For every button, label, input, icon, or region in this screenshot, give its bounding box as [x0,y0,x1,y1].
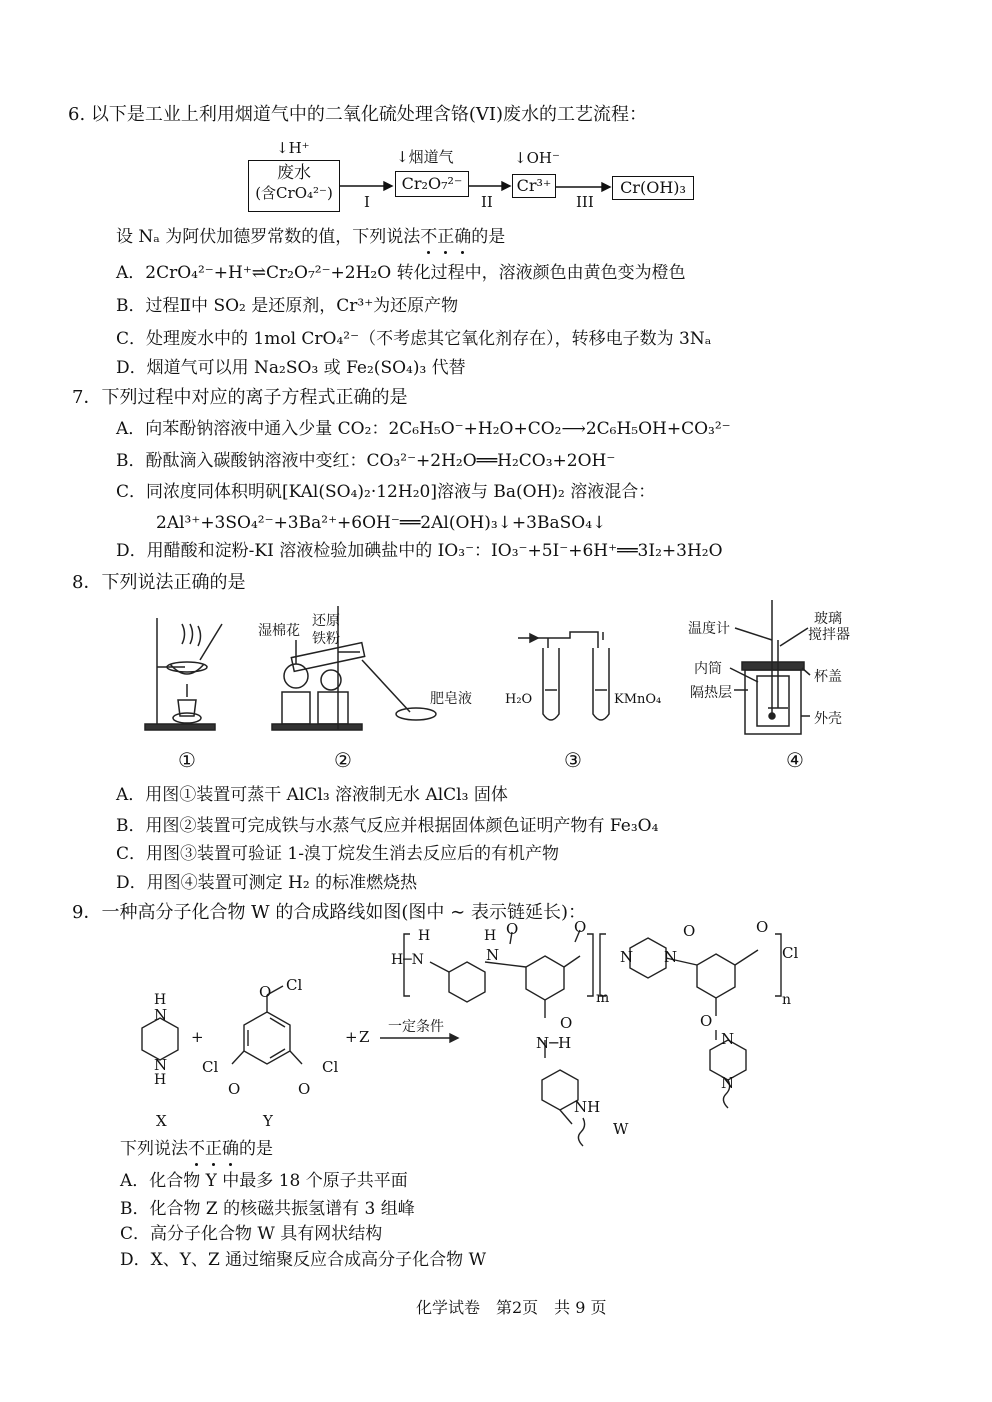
q9-emph-3: 确 [222,1139,239,1159]
fig4-label-thermometer: 温度计 [688,621,730,637]
q6-box-wastewater-line2: (含CrO₄²⁻) [255,184,333,202]
y-benzene-ring [244,1012,290,1064]
q6-emph-1: 不 [420,227,438,247]
q6-emph-3: 确 [454,227,472,247]
w-amide-n: N [486,946,500,964]
x-atom-h-top: H [154,992,167,1008]
q9-option-c: C．高分子化合物 W 具有网状结构 [120,1224,383,1244]
q6-step-3: III [576,193,594,211]
x-atom-n-top: N [154,1006,168,1024]
q6-option-a: A．2CrO₄²⁻+H⁺⇌Cr₂O₇²⁻+2H₂O 转化过程中，溶液颜色由黄色变为橙色 [116,263,686,283]
q8-option-d: D．用图④装置可测定 H₂ 的标准燃烧热 [116,873,418,893]
q7-stem: 7．下列过程中对应的离子方程式正确的是 [72,387,408,408]
q7-option-a: A．向苯酚钠溶液中通入少量 CO₂：2C₆H₅O⁻+H₂O+CO₂⟶2C₆H₅OH+CO₃²⁻ [116,419,731,439]
q6-reagent-oh: ↓OH⁻ [514,149,560,167]
w-pip-n-left: N [620,948,634,966]
fig-number-1: ① [178,748,196,772]
w-carbonyl-o-4: O [756,918,769,936]
q6-box-wastewater-line1: 废水 [277,163,311,183]
plus-sign-1: + [191,1028,204,1046]
fig4-label-lid: 杯盖 [814,669,842,685]
q6-box-croh3: Cr(OH)₃ [612,176,694,200]
y-atom-cl-top: Cl [286,976,303,994]
x-atom-n-bottom: N [154,1056,168,1074]
fig2-label-iron-1: 还原 [312,613,340,629]
fig4-label-stirrer-1: 玻璃 [814,611,842,627]
q9-option-a: A．化合物 Y 中最多 18 个原子共平面 [120,1171,408,1191]
reagent-z: Z [359,1028,370,1046]
q6-reagent-fluegas: ↓烟道气 [396,148,454,166]
q7-option-c-equation: 2Al³⁺+3SO₄²⁻+3Ba²⁺+6OH⁻══2Al(OH)₃↓+3BaSO₄↓ [156,513,607,533]
page-footer: 化学试卷 第2页 共 9 页 [416,1298,607,1317]
fig4-label-inner: 内筒 [694,661,722,677]
q6-emph-2: 正 [437,227,455,247]
q7-option-d: D．用醋酸和淀粉-KI 溶液检验加碘盐中的 IO₃⁻：IO₃⁻+5I⁻+6H⁺══3I₂+3H₂O [116,541,723,561]
q7-option-c: C．同浓度同体积明矾[KAl(SO₄)₂·12H₂0]溶液与 Ba(OH)₂ 溶液混合： [116,482,656,502]
q6-prompt-pre: 设 Nₐ 为阿伏加德罗常数的值，下列说法 [116,227,421,247]
q6-stem: 6. 以下是工业上利用烟道气中的二氧化硫处理含铬(VI)废水的工艺流程： [68,104,648,125]
w-amide-h: H [484,928,497,944]
q6-option-c: C．处理废水中的 1mol CrO₄²⁻（不考虑其它氧化剂存在），转移电子数为 3Nₐ [116,329,712,349]
q9-stem: 9．一种高分子化合物 W 的合成路线如图(图中 ∼ 表示链延长)： [72,902,586,923]
fig4-label-shell: 外壳 [814,711,842,727]
w-side-n-bottom: N [721,1074,735,1092]
label-w: W [613,1120,629,1138]
fig2-label-cotton: 湿棉花 [258,623,300,639]
q8-option-a: A．用图①装置可蒸干 AlCl₃ 溶液制无水 AlCl₃ 固体 [116,785,508,805]
fig2-label-iron-2: 铁粉 [312,631,340,647]
label-x: X [156,1112,167,1130]
q6-prompt-post: 的是 [471,227,506,247]
q9-option-d: D．X、Y、Z 通过缩聚反应合成高分子化合物 W [120,1250,487,1270]
q8-option-c: C．用图③装置可验证 1-溴丁烷发生消去反应后的有机产物 [116,844,559,864]
reaction-condition: 一定条件 [388,1019,444,1035]
w-atom-h-1: H [418,928,431,944]
plus-sign-2: + [345,1028,358,1046]
fig4-label-stirrer-2: 搅拌器 [808,627,850,643]
w-pip-n-right: N [664,948,678,966]
fig3-label-kmno4: KMnO₄ [614,692,662,707]
q9-prompt-pre: 下列说法 [120,1139,188,1159]
w-side-o-1: O [560,1014,573,1032]
w-subscript-n: n [782,992,792,1008]
w-side-nh: N─H [536,1034,572,1052]
q6-reagent-h: ↓H⁺ [276,139,310,157]
q9-emph-1: 不 [188,1139,205,1159]
w-subscript-m: m [596,990,610,1006]
fig3-label-water: H₂O [505,692,533,707]
y-atom-o-top: O [259,983,272,1001]
w-acyl-cl: Cl [782,944,799,962]
q6-option-d: D．烟道气可以用 Na₂SO₃ 或 Fe₂(SO₄)₃ 代替 [116,358,466,378]
y-atom-cl-right: Cl [322,1058,339,1076]
fig4-label-insulation: 隔热层 [690,685,732,701]
q8-stem: 8．下列说法正确的是 [72,572,246,593]
q9-emph-2: 正 [205,1139,222,1159]
w-end-group-hn: H─N [391,952,424,968]
q6-box-dichromate: Cr₂O₇²⁻ [395,171,469,197]
w-amide-o-2: O [574,918,587,936]
y-atom-o-left: O [228,1080,241,1098]
q9-prompt [120,1138,273,1160]
y-atom-cl-left: Cl [202,1058,219,1076]
fig-number-4: ④ [786,748,804,772]
q6-box-cr3: Cr³⁺ [512,174,556,198]
fig-number-3: ③ [564,748,582,772]
fig2-label-soap: 肥皂液 [430,691,472,707]
w-amide-o-1: O [506,920,519,938]
q7-option-b: B．酚酞滴入碳酸钠溶液中变红：CO₃²⁻+2H₂O══H₂CO₃+2OH⁻ [116,451,616,471]
w-side-n-top: N [721,1030,735,1048]
w-carbonyl-o-3: O [683,922,696,940]
w-side-o-2: O [700,1012,713,1030]
q6-step-1: I [364,193,370,211]
label-y: Y [263,1112,273,1130]
q6-option-b: B．过程Ⅱ中 SO₂ 是还原剂，Cr³⁺为还原产物 [116,296,459,316]
y-atom-o-right: O [298,1080,311,1098]
q8-option-b: B．用图②装置可完成铁与水蒸气反应并根据固体颜色证明产物有 Fe₃O₄ [116,816,659,836]
q9-prompt-post: 的是 [239,1139,273,1159]
q9-option-b: B．化合物 Z 的核磁共振氢谱有 3 组峰 [120,1199,415,1219]
w-side-amine: NH [574,1098,601,1116]
q6-step-2: II [481,193,493,211]
x-atom-h-bottom: H [154,1072,167,1088]
fig-number-2: ② [334,748,352,772]
x-piperazine-ring [142,1018,178,1060]
